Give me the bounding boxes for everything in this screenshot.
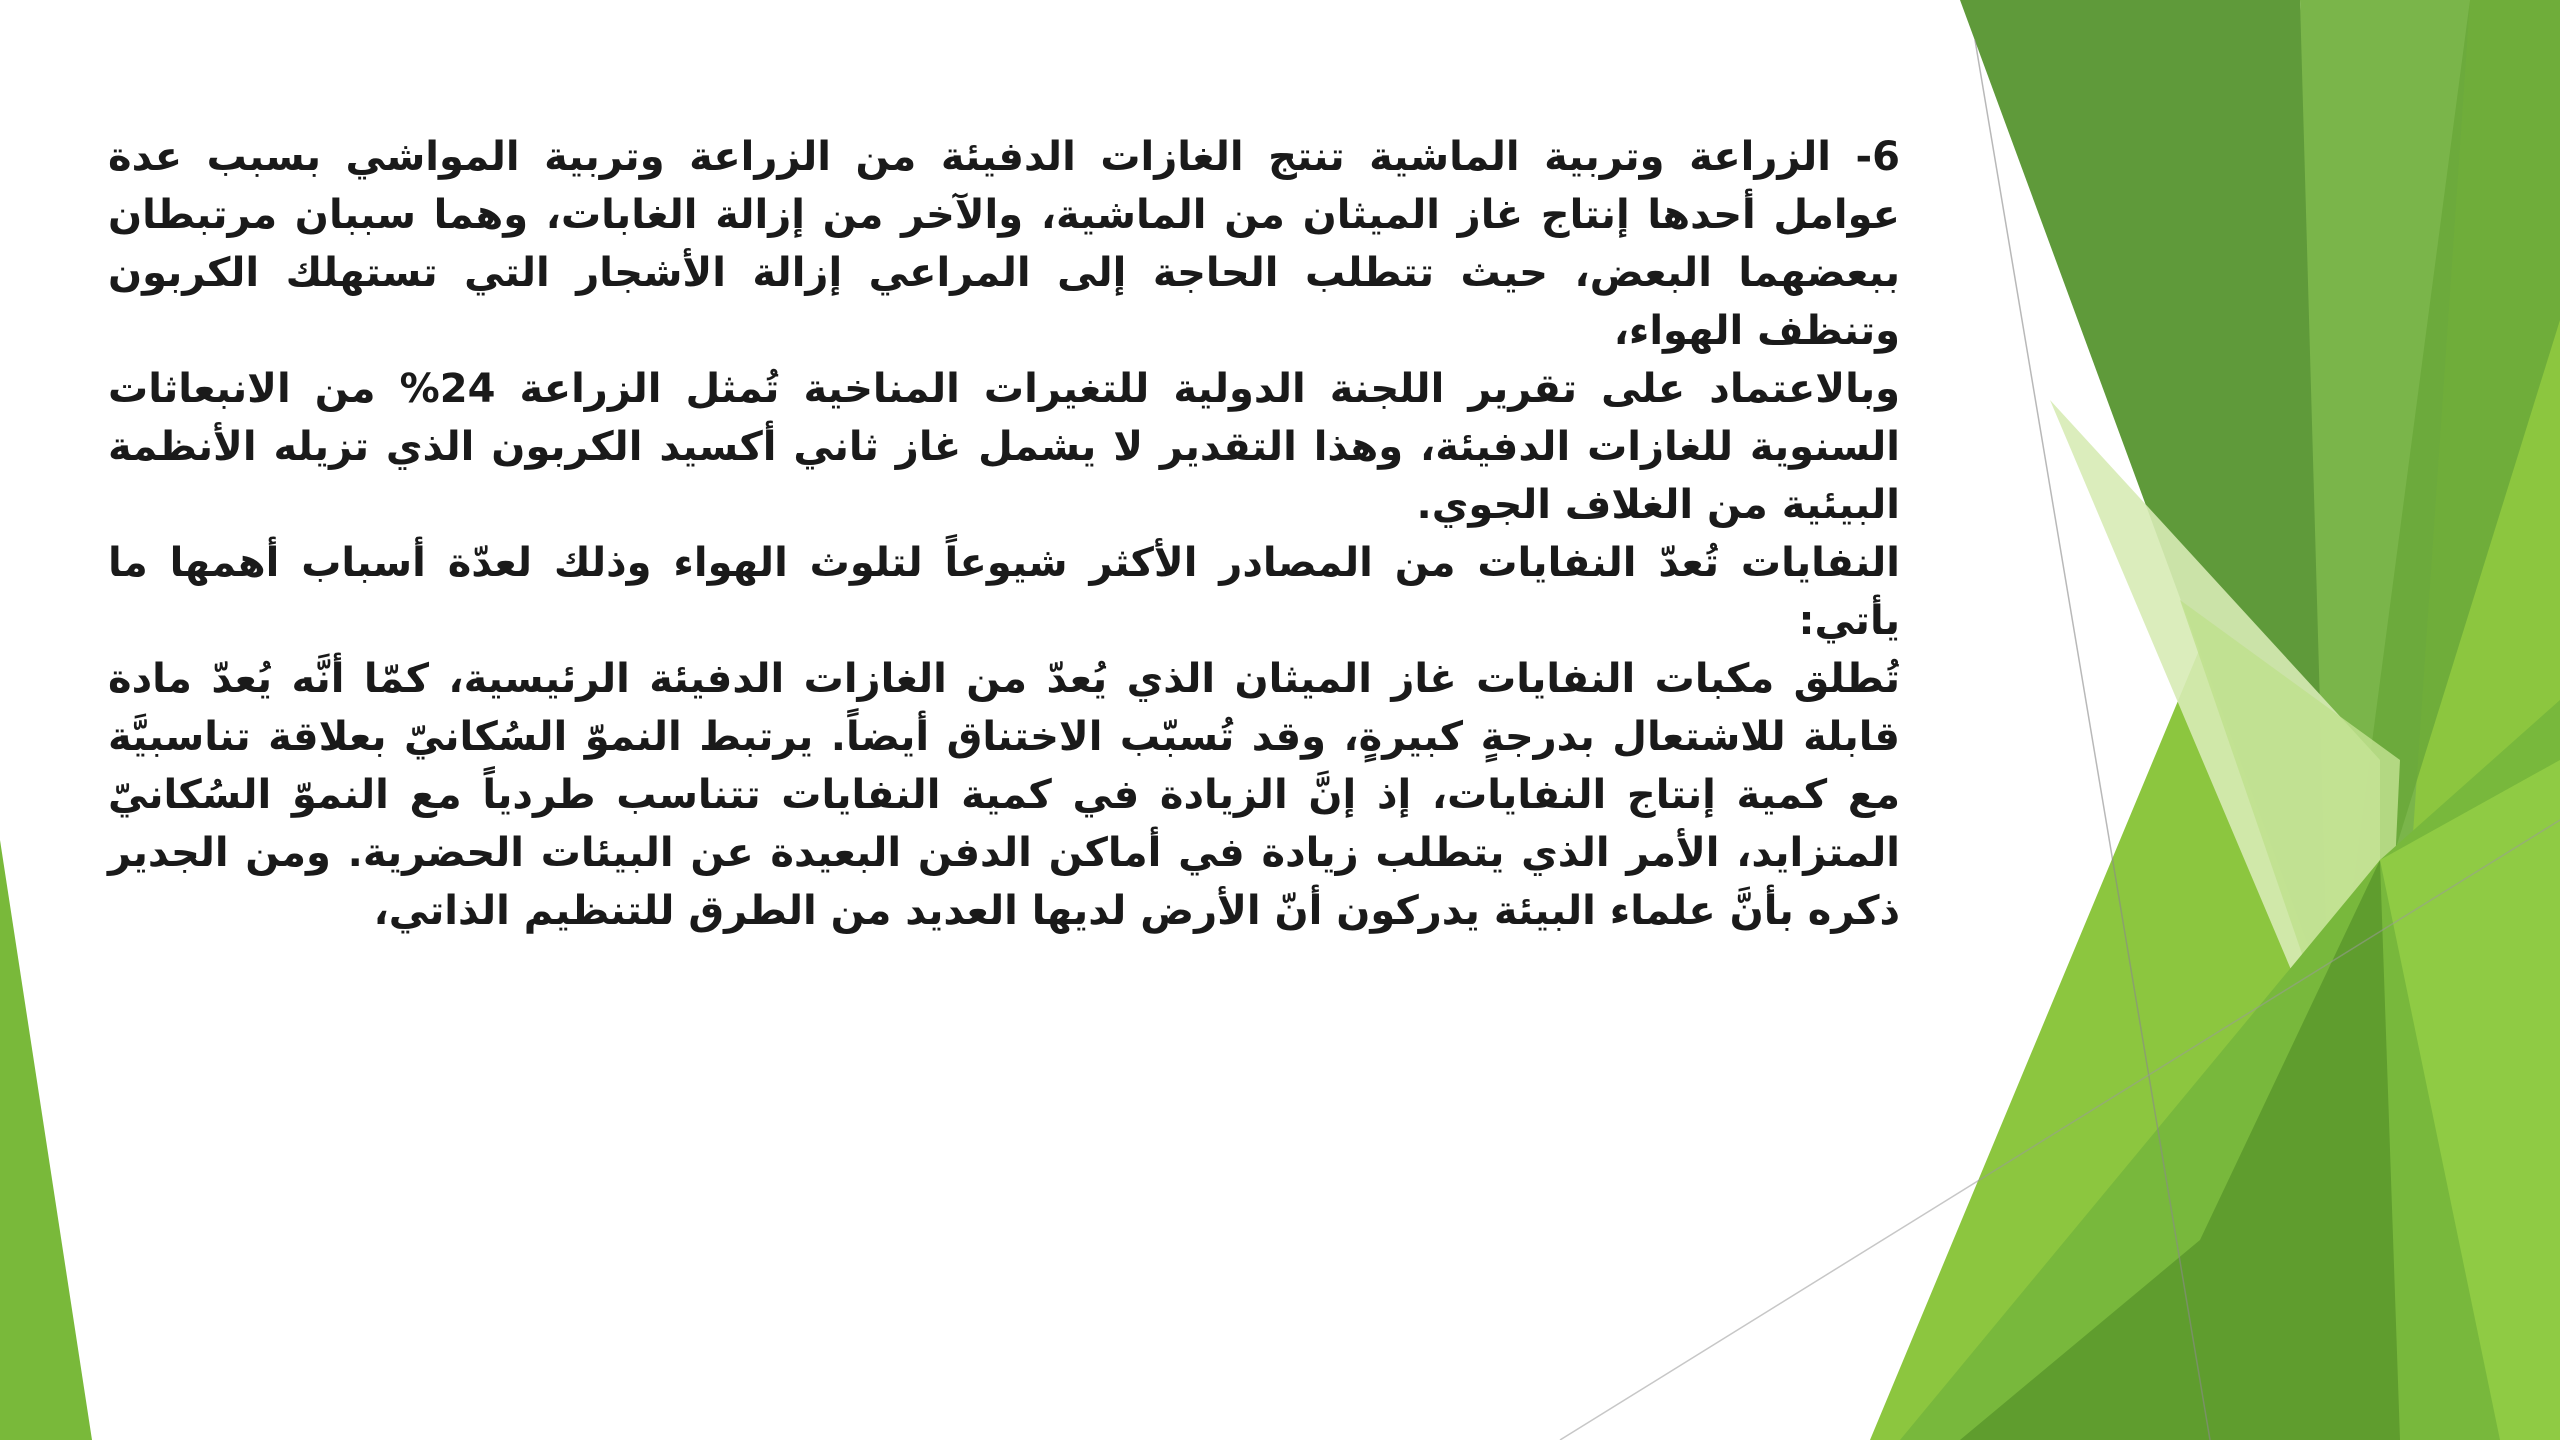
paragraph-ipcc-report: وبالاعتماد على تقرير اللجنة الدولية للتغيرات المناخية تُمثل الزراعة 24% من الانبعاثات السنوية للغازات الدفيئة، وهذا التقدير لا يشمل غاز ثاني أكسيد الكربون الذي تزيله الأنظمة البيئية من الغلاف الجوي. xyxy=(108,366,1900,528)
paragraph-agriculture: 6- الزراعة وتربية الماشية تنتج الغازات الدفيئة من الزراعة وتربية المواشي بسبب عدة عوامل أحدها إنتاج غاز الميثان من الماشية، والآخر من إزالة الغابات، وهما سببان مرتبطان ببعضهما البعض، حيث تتطلب الحاجة إلى المراعي إزالة الأشجار التي تستهلك الكربون وتنظف الهواء، xyxy=(108,134,1900,354)
paragraph-landfills: تُطلق مكبات النفايات غاز الميثان الذي يُعدّ من الغازات الدفيئة الرئيسية، كمّا أنَّه يُعدّ مادة قابلة للاشتعال بدرجةٍ كبيرةٍ، وقد تُسبّب الاختناق أيضاً. يرتبط النموّ السُكانيّ بعلاقة تناسبيَّة مع كمية إنتاج النفايات، إذ إنَّ الزيادة في كمية النفايات تتناسب طردياً مع النموّ السُكانيّ المتزايد، الأمر الذي يتطلب زيادة في أماكن الدفن البعيدة عن البيئات الحضرية. ومن الجدير ذكره بأنَّ علماء البيئة يدركون أنّ الأرض لديها العديد من الطرق للتنظيم الذاتي، xyxy=(108,656,1900,934)
left-green-triangle xyxy=(0,840,92,1440)
paragraph-waste-intro: النفايات تُعدّ النفايات من المصادر الأكثر شيوعاً لتلوث الهواء وذلك لعدّة أسباب أهمها ما يأتي: xyxy=(108,540,1900,644)
slide-body-text xyxy=(108,128,1900,940)
